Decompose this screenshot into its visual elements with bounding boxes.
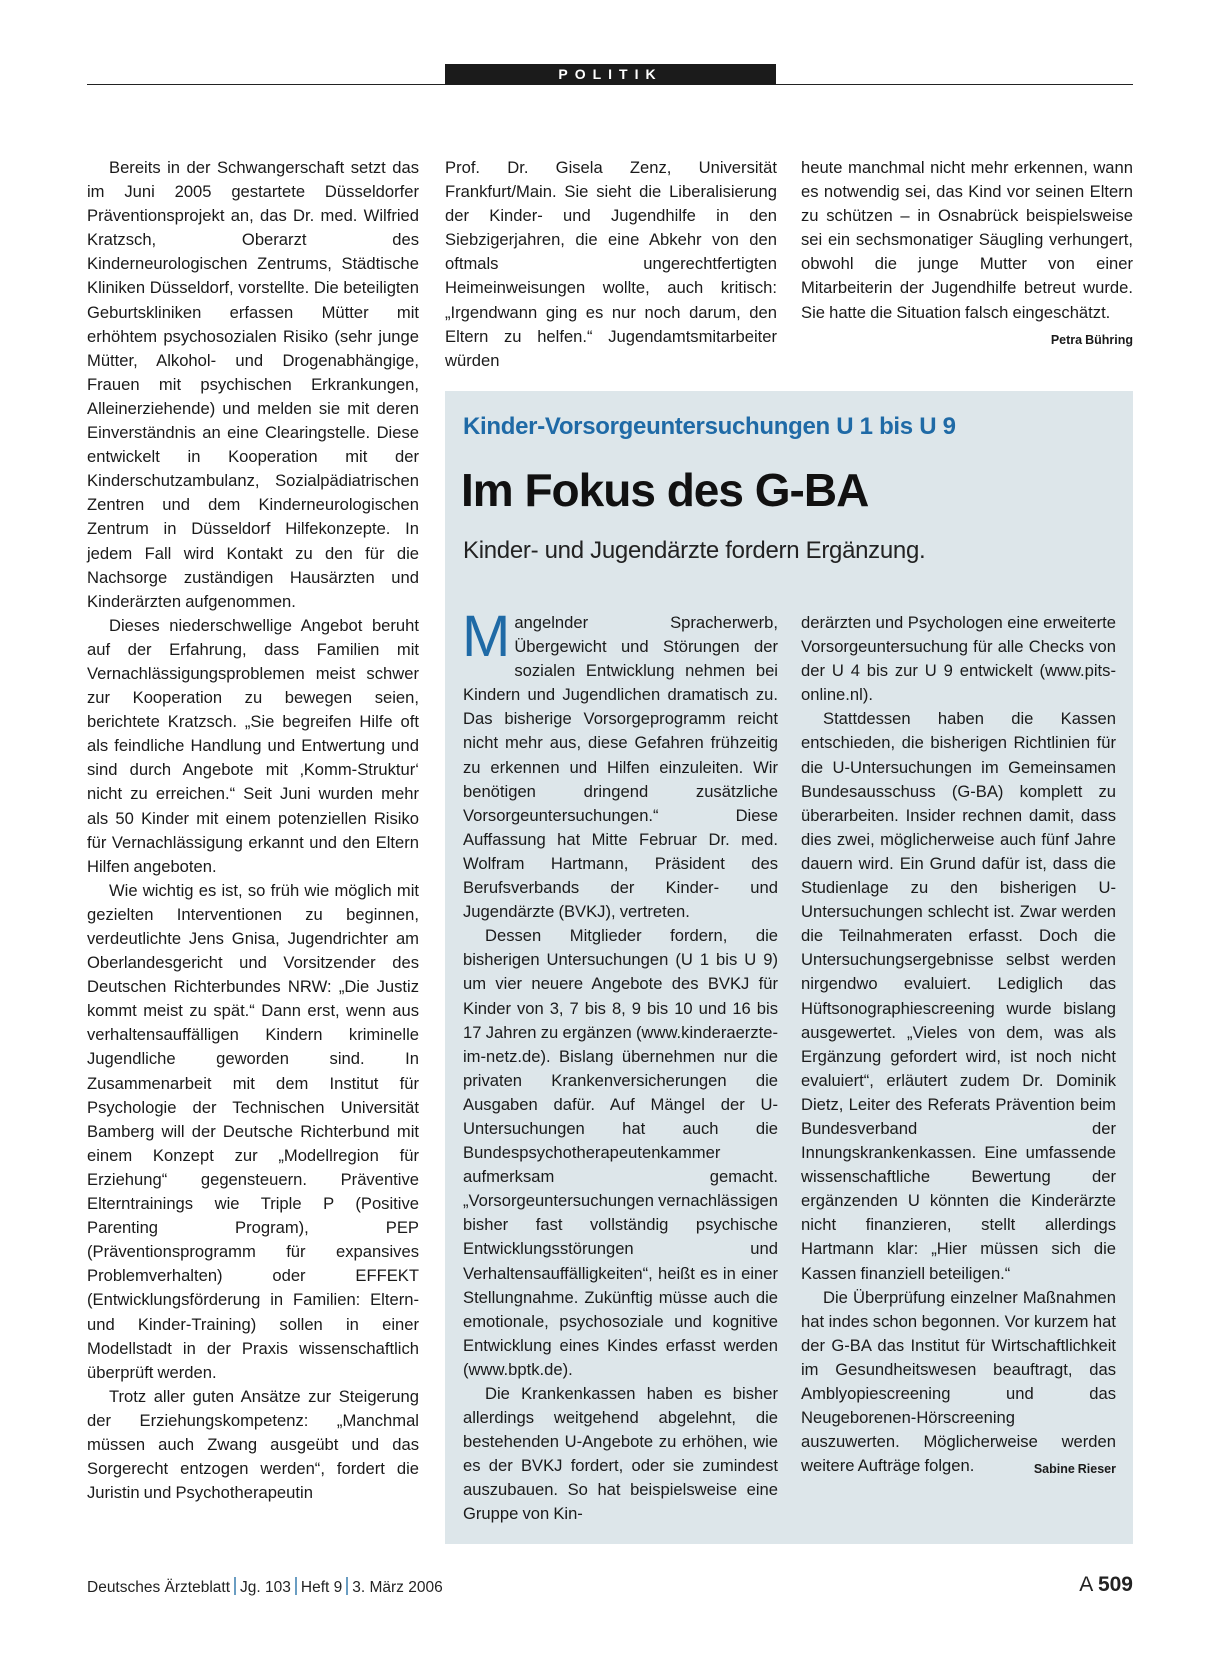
footer-separator (346, 1577, 348, 1595)
paragraph (462, 604, 778, 924)
paragraph: Trotz aller guten Ansätze zur Steigerung der Erziehungskompetenz: „Manchmal müssen auch Zwang ausgeübt und das Sorgerecht entzogen werden“, fordert die Juristin und Psychotherapeutin (87, 1386, 419, 1503)
page-prefix: A (1079, 1573, 1093, 1596)
author-signature: Petra Bühring (1050, 332, 1133, 347)
page-footer (87, 1573, 1133, 1605)
article-headline: Im Fokus des G-BA (461, 464, 869, 516)
paragraph: Stattdessen haben die Kassen entschieden, die bisherigen Richtlinien für die U-Untersuchungen im Gemeinsamen Bundesausschuss (G-BA) komplett zu überarbeiten. Insider rechnen damit, dass dies zwei, möglicherweise auch fünf Jahre dauern wird. Ein Grund dafür ist, dass die Studienlage zu den bisherigen U-Untersuchungen schlecht ist. Zwar werden die Teilnahmeraten erfasst. Doch die Untersuchungsergebnisse selbst werden nirgendwo evaluiert. Lediglich das Hüftsonographiescreening wurde bislang ausgewertet. „Vieles von dem, was als Ergänzung gefordert wird, ist noch nicht evaluiert“, erläutert zudem Dr. Dominik Dietz, Leiter des Referats Prävention beim Bundesverband der Innungskrankenkassen. Eine umfassende wissenschaftliche Bewertung der ergänzenden U könnten die Kinderärzte nicht finanzieren, stellt allerdings Hartmann klar: „Hier müssen sich die Kassen finanziell beteiligen.“ (801, 709, 1116, 1283)
paragraph: derärzten und Psychologen eine erweiterte Vorsorgeuntersuchung für alle Checks von der U 4 bis zur U 9 entwickelt (www.pits-online.nl). (801, 613, 1116, 705)
paragraph: Die Krankenkassen haben es bisher allerdings weitgehend abgelehnt, die bestehenden U-Angebote zu erhöhen, wie es der BVKJ fordert, oder sie zumindest auszubauen. So hat beispielsweise eine Gruppe von Kin- (463, 1384, 778, 1524)
article-column-3 (801, 156, 1133, 352)
volume: Jg. 103 (240, 1579, 291, 1596)
box-column-right (801, 611, 1116, 1481)
article-column-1 (87, 156, 419, 1505)
paragraph-text: Die Überprüfung einzelner Maßnahmen hat indes schon begonnen. Vor kurzem hat der G-BA das Institut für Wirtschaftlichkeit im Gesundheitswesen beauftragt, das Amblyopiescreening und das Neugeborenen-Hörscreening auszuwerten. Möglicherweise werden weitere Aufträge folgen. (801, 1287, 1116, 1476)
drop-cap: M (462, 604, 511, 669)
paragraph: Wie wichtig es ist, so früh wie möglich mit gezielten Interventionen zu beginnen, verdeutlichte Jens Gnisa, Jugendrichter am Oberlandesgericht und Vorsitzender des Deutschen Richterbundes NRW: „Die Justiz kommt meist zu spät.“ Dann erst, wenn aus verhaltensauffälligen Kindern kriminelle Jugendliche geworden sind. In Zusammenarbeit mit dem Institut für Psychologie der Technischen Universität Bamberg will der Deutsche Richterbund mit einem Konzept zur „Modellregion für Erziehung“ gegensteuern. Präventive Elterntrainings wie Triple P (Positive Parenting Program), PEP (Präventionsprogramm für expansives Problemverhalten) oder EFFEKT (Entwicklungsförderung in Familien: Eltern- und Kinder-Training) sollen in einer Modellstadt in der Praxis wissenschaftlich überprüft werden. (87, 880, 419, 1382)
paragraph: Dessen Mitglieder fordern, die bisherigen Untersuchungen (U 1 bis U 9) um vier neuere Angebote des BVKJ für Kinder von 3, 7 bis 8, 9 bis 10 und 16 bis 17 Jahren zu ergänzen (www.kinderaerzte-im-netz.de). Bislang übernehmen nur die privaten Krankenversicherungen die Ausgaben dafür. Auf Mängel der U-Untersuchungen hat auch die Bundespsychotherapeutenkammer aufmerksam gemacht. „Vorsorgeuntersuchungen vernachlässigen bisher fast vollständig psychische Entwicklungsstörungen und Verhaltensauffälligkeiten“, heißt es in einer Stellungnahme. Zukünftig müsse auch die emotionale, psychosoziale und kognitive Entwicklung eines Kindes erfasst werden (www.bptk.de). (463, 926, 778, 1379)
footer-separator (234, 1577, 236, 1595)
paragraph-text: angelnder Spracherwerb, Übergewicht und Störungen der sozialen Entwicklung nehmen bei Kindern und Jugendlichen dramatisch zu. Das bisherige Vorsorgeprogramm reicht nicht mehr aus, diese Gefahren frühzeitig zu erkennen und Hilfen einzuleiten. Wir benötigen dringend zusätzliche Vorsorgeuntersuchungen.“ Diese Auffassung hat Mitte Februar Dr. med. Wolfram Hartmann, Präsident des Berufsverbands der Kinder- und Jugendärzte (BVKJ), vertreten. (463, 613, 778, 922)
footer-separator (295, 1577, 297, 1595)
issue: Heft 9 (300, 1579, 343, 1596)
paragraph (801, 1286, 1116, 1479)
paragraph: Prof. Dr. Gisela Zenz, Universität Frankfurt/Main. Sie sieht die Liberalisierung der Kinder- und Jugendhilfe in den Siebzigerjahren, die eine Abkehr von den oftmals ungerechtfertigten Heimeinweisungen wollte, auch kritisch: „Irgendwann ging es nur noch darum, den Eltern zu helfen.“ Jugendamtsmitarbeiter würden (445, 158, 777, 370)
paragraph: Dieses niederschwellige Angebot beruht auf der Erfahrung, dass Familien mit Vernachlässigungsproblemen meist schwer zur Kooperation zu bewegen seien, berichtete Kratzsch. „Sie begreifen Hilfe oft als feindliche Handlung und Entwertung und sind durch Angebote mit ‚Komm-Struktur‘ nicht zu erreichen.“ Seit Juni wurden mehr als 50 Kinder mit einem potenziellen Risiko für Vernachlässigung erkannt und den Eltern Hilfen angeboten. (87, 615, 419, 876)
author-signature: Sabine Rieser (1033, 1462, 1116, 1477)
article-subhead: Kinder- und Jugendärzte fordern Ergänzung. (463, 537, 926, 564)
issue-date: 3. März 2006 (352, 1579, 443, 1596)
page-value: 509 (1097, 1573, 1133, 1596)
paragraph (801, 156, 1133, 347)
section-label: POLITIK (445, 64, 776, 85)
article-column-2 (445, 156, 777, 373)
article-kicker: Kinder-Vorsorgeuntersuchungen U 1 bis U 9 (463, 413, 956, 440)
paragraph-text: heute manchmal nicht mehr erkennen, wann es notwendig sei, das Kind vor seinen Eltern zu schützen – in Osnabrück beispielsweise sei ein sechsmonatiger Säugling verhungert, obwohl die junge Mutter von einer Mitarbeiterin der Jugendhilfe betreut wurde. Sie hatte die Situation falsch eingeschätzt. (801, 158, 1133, 322)
paragraph: Bereits in der Schwangerschaft setzt das im Juni 2005 gestartete Düsseldorfer Präventionsprojekt an, das Dr. med. Wilfried Kratzsch, Oberarzt des Kinderneurologischen Zentrums, Städtische Kliniken Düsseldorf, vorstellte. Die beteiligten Geburtskliniken erfassen Mütter mit erhöhtem psychosozialen Risiko (sehr junge Mütter, Alkohol- und Drogenabhängige, Frauen mit psychischen Erkrankungen, Alleinerziehende) und melden sie mit deren Einverständnis an eine Clearingstelle. Diese entwickelt in Kooperation mit der Kinderschutzambulanz, Sozialpädiatrischen Zentren und dem Kinderneurologischen Zentrum in Düsseldorf Hilfekonzepte. In jedem Fall wird Kontakt zu den für die Nachsorge zuständigen Hausärzten und Kinderärzten aufgenommen. (87, 158, 419, 611)
journal-name: Deutsches Ärzteblatt (87, 1579, 231, 1596)
page-number (1079, 1573, 1133, 1597)
box-column-left (462, 604, 778, 1527)
